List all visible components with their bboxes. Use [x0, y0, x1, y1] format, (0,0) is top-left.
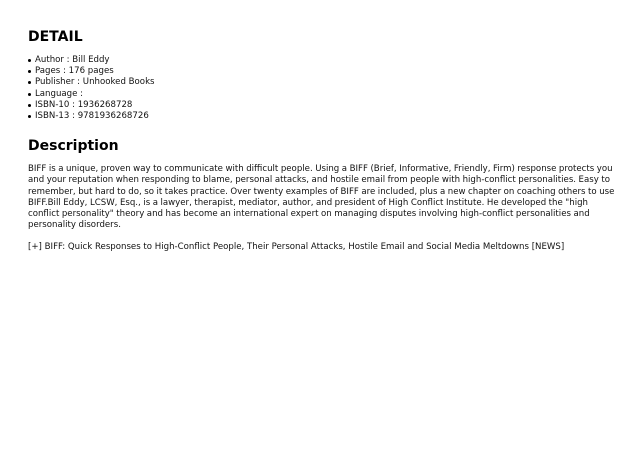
- detail-item-text: Pages : 176 pages: [35, 66, 114, 77]
- detail-item-isbn10: [28, 100, 618, 111]
- detail-item-pages: [28, 66, 618, 77]
- detail-item-isbn13: [28, 111, 618, 122]
- detail-item-author: [28, 55, 618, 66]
- detail-item-text: ISBN-10 : 1936268728: [35, 99, 133, 110]
- bullet-icon: [28, 70, 31, 73]
- detail-item-text: Publisher : Unhooked Books: [35, 77, 155, 88]
- detail-item-language: [28, 89, 618, 100]
- bullet-icon: [28, 104, 31, 107]
- related-book-link[interactable]: [+] BIFF: Quick Responses to High-Conflict People, Their Personal Attacks, Hostile Email and Social Media Meltdowns [NEWS]: [28, 242, 565, 253]
- description-heading: Description: [28, 138, 119, 155]
- detail-item-text: Author : Bill Eddy: [35, 55, 110, 65]
- bullet-icon: [28, 59, 31, 62]
- description-body: BIFF is a unique, proven way to communicate with difficult people. Using a BIFF (Brief, Informative, Friendly, Firm) response protects you and your reputation when responding to blame, personal attacks, and hostile email from people with high-conflict personalities. Easy to remember, but hard to do, so it takes practice. Over twenty examples of BIFF are included, plus a new chapter on coaching others to use BIFF.Bill Eddy, LCSW, Esq., is a lawyer, therapist, mediator, author, and president of High Conflict Institute. He developed the "high conflict personality" theory and has become an international expert on managing disputes involving high-conflict personalities and personality disorders.: [28, 164, 615, 231]
- detail-list: [28, 55, 618, 122]
- bullet-icon: [28, 93, 31, 96]
- bullet-icon: [28, 81, 31, 84]
- document-page: [28, 28, 618, 254]
- detail-heading: DETAIL: [28, 29, 83, 45]
- bullet-icon: [28, 115, 31, 118]
- detail-item-publisher: [28, 77, 618, 88]
- detail-item-text: ISBN-13 : 9781936268726: [35, 111, 149, 122]
- detail-item-text: Language :: [35, 88, 84, 99]
